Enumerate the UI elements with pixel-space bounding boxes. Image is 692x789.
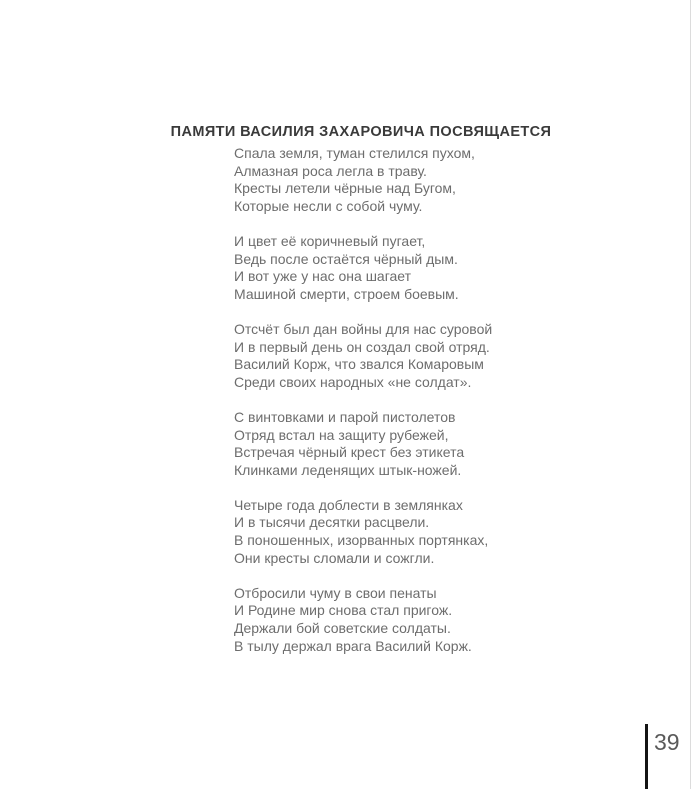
poem-line: И в тысячи десятки расцвели.: [234, 514, 430, 531]
poem-line: Клинками леденящих штык-ножей.: [234, 461, 462, 478]
poem-stanza-2: [234, 233, 492, 303]
poem-body: [234, 145, 492, 673]
poem-line: Среди своих народных «не солдат».: [234, 373, 472, 390]
page-right-edge-line: [690, 0, 691, 789]
poem-line: И вот уже у нас она шагает: [234, 268, 412, 285]
poem-line: Отсчёт был дан войны для нас суровой: [234, 320, 493, 337]
poem-line: Держали бой советские солдаты.: [234, 620, 451, 637]
poem-stanza-5: [234, 497, 492, 567]
poem-line: Кресты летели чёрные над Бугом,: [234, 180, 456, 197]
poem-line: Василий Корж, что звался Комаровым: [234, 356, 484, 373]
poem-line: Ведь после остаётся чёрный дым.: [234, 250, 458, 267]
page-number: 39: [654, 729, 680, 755]
poem-line: Отряд встал на защиту рубежей,: [234, 426, 449, 443]
poem-line: С винтовками и парой пистолетов: [234, 408, 456, 425]
poem-line: И в первый день он создал свой отряд.: [234, 338, 490, 355]
poem-line: Спала земля, туман стелился пухом,: [234, 145, 475, 161]
poem-line: И цвет её коричневый пугает,: [234, 232, 426, 249]
poem-line: В поношенных, изорванных портянках,: [234, 532, 489, 549]
poem-stanza-6: [234, 585, 492, 655]
poem-line: Они кресты сломали и сожгли.: [234, 549, 435, 566]
poem-line: И Родине мир снова стал пригож.: [234, 602, 453, 619]
poem-line: В тылу держал врага Василий Корж.: [234, 637, 472, 654]
poem-line: Алмазная роса легла в траву.: [234, 162, 427, 179]
poem-line: Машиной смерти, строем боевым.: [234, 285, 459, 302]
poem-stanza-1: [234, 145, 492, 215]
poem-stanza-4: [234, 409, 492, 479]
page-number-divider-bar: [645, 724, 648, 789]
poem-line: Отбросили чуму в свои пенаты: [234, 584, 437, 601]
poem-line: Встречая чёрный крест без этикета: [234, 444, 465, 461]
poem-dedication-title: ПАМЯТИ ВАСИЛИЯ ЗАХАРОВИЧА ПОСВЯЩАЕТСЯ: [170, 123, 552, 140]
poem-line: Четыре года доблести в землянках: [234, 496, 463, 513]
poem-line: Которые несли с собой чуму.: [234, 197, 423, 214]
poem-stanza-3: [234, 321, 492, 391]
